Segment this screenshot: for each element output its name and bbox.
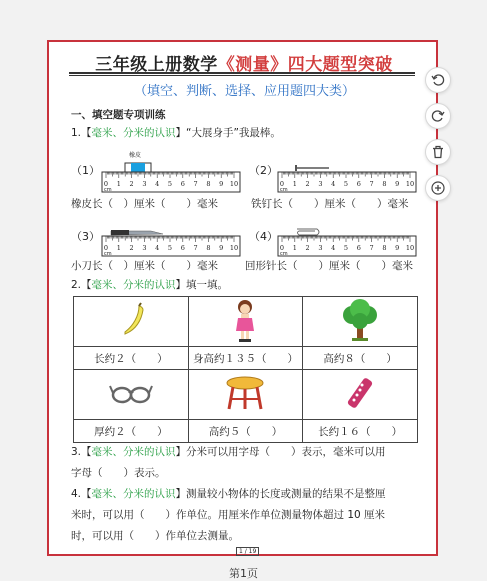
ruler-3-label: （3） (71, 230, 100, 243)
stool-cell (188, 370, 303, 420)
ruler-tick-label: 7 (369, 180, 374, 188)
question-2-topic: 毫米、分米的认识 (91, 279, 176, 291)
ruler-tick-label: 7 (369, 244, 374, 252)
ruler-tick-label: 9 (219, 244, 224, 252)
nail-head (295, 165, 297, 171)
ruler-eraser-svg (101, 148, 241, 194)
ruler-knife (101, 220, 241, 258)
delete-button[interactable] (425, 139, 451, 165)
ruler-tick-label: 2 (129, 244, 134, 252)
ruler-tick-label: 10 (229, 180, 239, 188)
ruler-tick-label: 0 (103, 180, 109, 188)
ruler-tick-label: 10 (405, 244, 415, 252)
ruler-1-label: （1） (71, 164, 100, 177)
ruler-tick-label: 8 (206, 180, 211, 188)
question-2: 2.【毫米、分米的认识】填一填。 (71, 279, 229, 291)
ruler-tick-label: 9 (395, 180, 400, 188)
ruler-tick-label: 1 (116, 244, 121, 252)
answer-row-2-right: 回形针长（ ）厘米（ ）毫米 (245, 260, 413, 272)
banana-caption: 长约２（ ） (74, 347, 189, 370)
ruler-tick-label: 3 (318, 244, 323, 252)
tree-caption: 高约８（ ） (303, 347, 418, 370)
estimate-table (73, 296, 418, 443)
ruler-nail (277, 156, 417, 194)
eraser-label: 橡皮 (129, 152, 142, 159)
trash-icon (431, 145, 445, 159)
question-3: 3.【毫米、分米的认识】分米可以用字母（ ）表示，毫米可以用 (71, 446, 386, 458)
rotate-left-button[interactable] (425, 67, 451, 93)
ruler-tick-label: 0 (103, 244, 109, 252)
ruler-tick-label: 6 (180, 180, 185, 188)
ruler-nail-svg (277, 156, 417, 194)
stool-icon (223, 373, 267, 413)
ruler-tick-label: 10 (405, 180, 415, 188)
add-button[interactable] (425, 175, 451, 201)
answer-row-1-right: 铁钉长（ ）厘米（ ）毫米 (251, 198, 409, 210)
ruler-tick-label: 1 (116, 180, 121, 188)
page-subtitle: （填空、判断、选择、应用题四大类） (133, 84, 355, 99)
ruler-paperclip (277, 220, 417, 258)
title-suffix: 四大题型突破 (287, 55, 393, 75)
ruler-tick-label: 3 (142, 180, 147, 188)
ruler-tick-label: 9 (395, 244, 400, 252)
question-1-topic: 毫米、分米的认识 (91, 127, 176, 139)
ruler-tick-label: 6 (180, 244, 185, 252)
title-rule (69, 72, 415, 74)
rotate-right-button[interactable] (425, 103, 451, 129)
remote-control-icon (340, 373, 380, 413)
ruler-tick-label: 7 (193, 180, 198, 188)
ruler-tick-label: 8 (382, 180, 387, 188)
banana-cell (74, 297, 189, 347)
remote-caption: 长约１６（ ） (303, 420, 418, 443)
eraser-sleeve (131, 163, 145, 172)
ruler-tick-label: 0 (279, 244, 285, 252)
ruler-tick-label: 7 (193, 244, 198, 252)
glasses-caption: 厚约２（ ） (74, 420, 189, 443)
page-number: 1 / 19 (236, 547, 259, 556)
ruler-tick-label: 6 (356, 180, 361, 188)
ruler-knife-svg (101, 220, 241, 258)
paperclip-object (297, 229, 319, 235)
question-4: 4.【毫米、分米的认识】测量较小物体的长度或测量的结果不是整厘 (71, 488, 386, 500)
ruler-eraser (101, 148, 241, 194)
rotate-right-icon (431, 109, 445, 123)
glasses-cell (74, 370, 189, 420)
ruler-tick-label: 5 (167, 244, 173, 252)
ruler-tick-label: 5 (343, 244, 349, 252)
ruler-tick-label: 2 (305, 244, 310, 252)
ruler-tick-label: 2 (305, 180, 310, 188)
ruler-unit-label: cm (280, 187, 288, 193)
ruler-tick-label: 3 (318, 180, 323, 188)
ruler-tick-label: 1 (292, 244, 297, 252)
ruler-unit-label: cm (104, 187, 112, 193)
page-footer: 第1页 (229, 567, 258, 580)
ruler-tick-label: 6 (356, 244, 361, 252)
ruler-unit-label: cm (280, 251, 288, 257)
ruler-paperclip-svg (277, 220, 417, 258)
girl-cell (188, 297, 303, 347)
ruler-tick-label: 10 (229, 244, 239, 252)
question-4-continued-2: 时，可以用（ ）作单位去测量。 (71, 530, 239, 542)
ruler-tick-label: 3 (142, 244, 147, 252)
ruler-tick-label: 2 (129, 180, 134, 188)
question-3-continued: 字母（ ）表示。 (71, 467, 166, 479)
stool-caption: 高约５（ ） (188, 420, 303, 443)
add-icon (431, 181, 445, 195)
ruler-tick-label: 9 (219, 180, 224, 188)
girl-caption: 身高约１３５（ ） (188, 347, 303, 370)
ruler-tick-label: 4 (331, 180, 336, 188)
ruler-tick-label: 4 (331, 244, 336, 252)
ruler-2-label: （2） (249, 164, 278, 177)
title-prefix: 三年级上册数学 (95, 55, 218, 75)
banana-icon (111, 300, 151, 340)
girl-icon (225, 297, 265, 343)
ruler-tick-label: 8 (382, 244, 387, 252)
answer-row-2-left: 小刀长（ ）厘米（ ）毫米 (71, 260, 218, 272)
ruler-tick-label: 1 (292, 180, 297, 188)
ruler-4-label: （4） (249, 230, 278, 243)
title-rule-thin (69, 75, 415, 76)
ruler-tick-label: 4 (155, 244, 160, 252)
knife-handle (111, 230, 129, 235)
answer-row-1-left: 橡皮长（ ）厘米（ ）毫米 (71, 198, 218, 210)
title-highlight: 《测量》 (217, 55, 288, 75)
glasses-icon (109, 378, 153, 408)
tree-cell (303, 297, 418, 347)
ruler-tick-label: 8 (206, 244, 211, 252)
ruler-unit-label: cm (104, 251, 112, 257)
question-4-continued: 米时，可以用（ ）作单位。用厘米作单位测量物体超过 10 厘米 (71, 509, 386, 521)
section-heading: 一、填空题专项训练 (71, 109, 166, 121)
remote-cell (303, 370, 418, 420)
question-3-topic: 毫米、分米的认识 (91, 446, 176, 458)
ruler-tick-label: 4 (155, 180, 160, 188)
ruler-tick-label: 5 (167, 180, 173, 188)
question-4-topic: 毫米、分米的认识 (91, 488, 176, 500)
ruler-tick-label: 0 (279, 180, 285, 188)
tree-icon (338, 297, 382, 343)
document-page (47, 40, 438, 556)
ruler-tick-label: 5 (343, 180, 349, 188)
question-1: 1.【毫米、分米的认识】“大展身手”我最棒。 (71, 127, 281, 139)
rotate-left-icon (431, 73, 445, 87)
